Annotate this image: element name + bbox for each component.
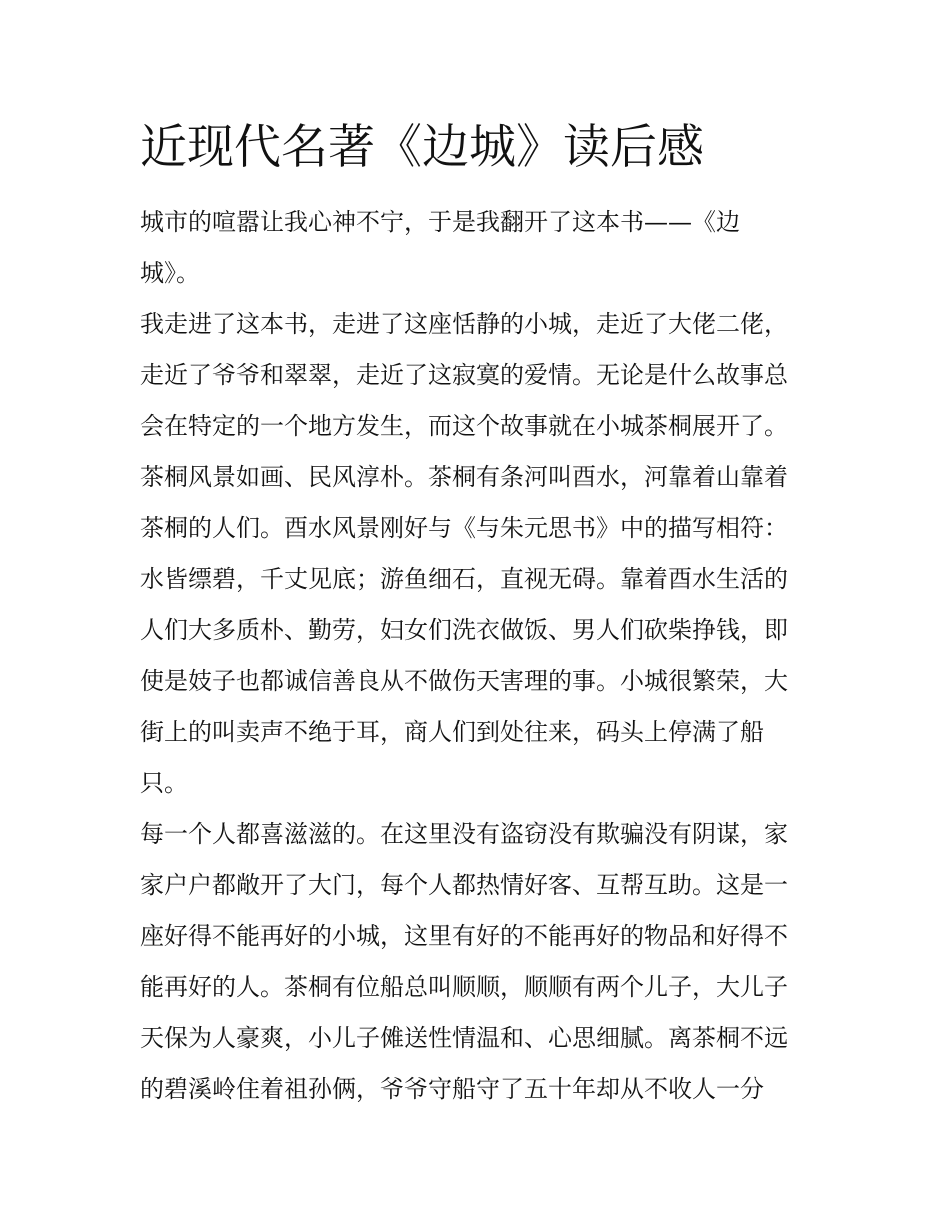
text-line: 街上的叫卖声不绝于耳，商人们到处往来，码头上停满了船	[140, 718, 764, 746]
text-line: 水皆缥碧，千丈见底；游鱼细石，直视无碍。靠着酉水生活的	[140, 565, 788, 593]
text-line: 会在特定的一个地方发生，而这个故事就在小城茶桐展开了。	[140, 412, 788, 440]
text-line: 家户户都敞开了大门，每个人都热情好客、互帮互助。这是一	[140, 871, 788, 899]
text-line: 人们大多质朴、勤劳，妇女们洗衣做饭、男人们砍柴挣钱，即	[140, 616, 788, 644]
text-line: 的碧溪岭住着祖孙俩，爷爷守船守了五十年却从不收人一分	[140, 1075, 764, 1103]
text-line: 只。	[140, 769, 188, 797]
text-line: 我走进了这本书，走进了这座恬静的小城，走近了大佬二佬，	[140, 310, 788, 338]
text-line: 座好得不能再好的小城，这里有好的不能再好的物品和好得不	[140, 922, 788, 950]
text-line: 城》。	[140, 259, 200, 287]
text-line: 城市的喧嚣让我心神不宁，于是我翻开了这本书——《边	[140, 208, 740, 236]
text-line: 茶桐风景如画、民风淳朴。茶桐有条河叫酉水，河靠着山靠着	[140, 463, 788, 491]
text-line: 走近了爷爷和翠翠，走近了这寂寞的爱情。无论是什么故事总	[140, 361, 788, 389]
text-line: 使是妓子也都诚信善良从不做伤天害理的事。小城很繁荣，大	[140, 667, 788, 695]
text-line: 每一个人都喜滋滋的。在这里没有盗窃没有欺骗没有阴谋，家	[140, 820, 788, 848]
text-line: 能再好的人。茶桐有位船总叫顺顺，顺顺有两个儿子，大儿子	[140, 973, 788, 1001]
document-title: 近现代名著《边城》读后感	[140, 120, 704, 175]
text-line: 茶桐的人们。酉水风景刚好与《与朱元思书》中的描写相符：	[140, 514, 788, 542]
text-line: 天保为人豪爽，小儿子傩送性情温和、心思细腻。离茶桐不远	[140, 1024, 788, 1052]
